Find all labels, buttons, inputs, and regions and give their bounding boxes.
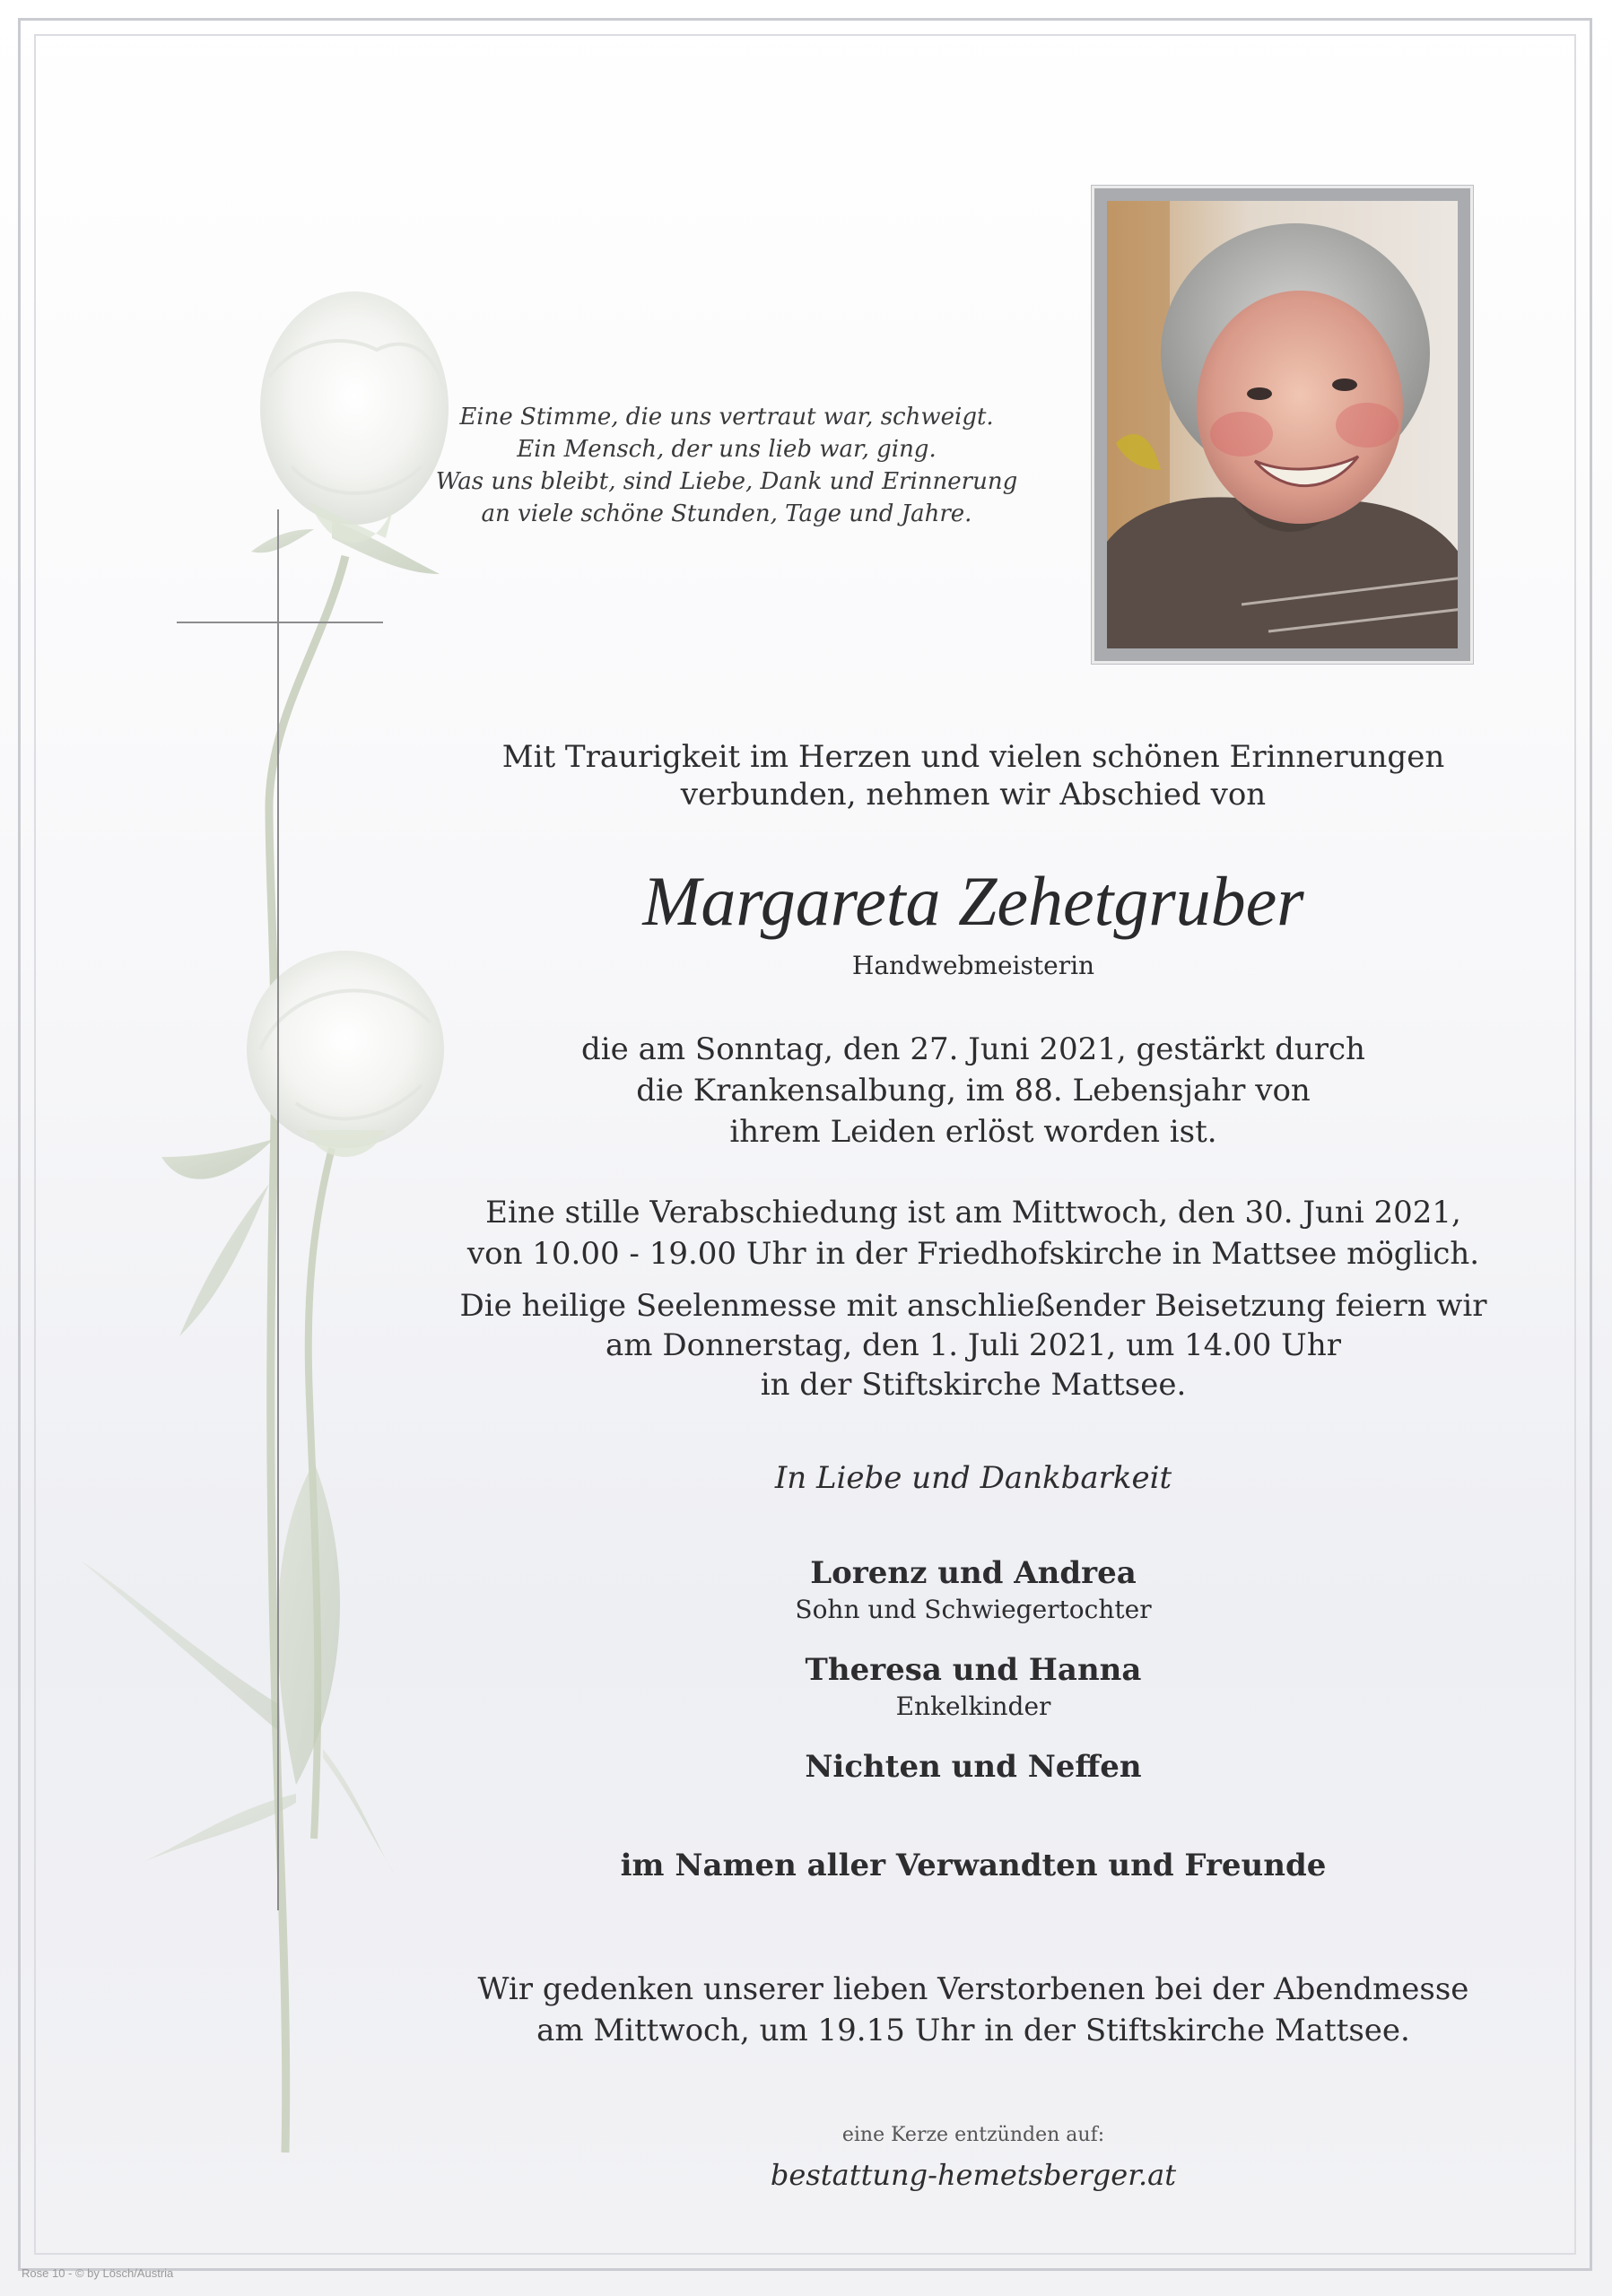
mourner-relation-1: Sohn und Schwiegertochter — [795, 1595, 1152, 1624]
closing-phrase: In Liebe und Dankbarkeit — [774, 1460, 1172, 1496]
mourner-relation-2: Enkelkinder — [895, 1692, 1051, 1721]
intro-line-1: Mit Traurigkeit im Herzen und vielen schönen Erinnerungen — [501, 739, 1445, 775]
candle-website-link[interactable]: bestattung-hemetsberger.at — [770, 2158, 1177, 2192]
memorial-line-2: am Mittwoch, um 19.15 Uhr in der Stiftskirche Mattsee. — [536, 2013, 1410, 2048]
on-behalf-line: im Namen aller Verwandten und Freunde — [620, 1848, 1327, 1883]
mass-line-1: Die heilige Seelenmesse mit anschließender Beisetzung feiern wir — [459, 1288, 1487, 1324]
white-roses-illustration — [0, 0, 502, 2296]
death-notice-line-2: die Krankensalbung, im 88. Lebensjahr von — [636, 1073, 1311, 1109]
farewell-line-2: von 10.00 - 19.00 Uhr in der Friedhofskirche in Mattsee möglich. — [466, 1236, 1480, 1272]
quote-line-4: an viele schöne Stunden, Tage und Jahre. — [481, 500, 972, 527]
mass-line-3: in der Stiftskirche Mattsee. — [760, 1367, 1187, 1403]
deceased-profession: Handwebmeisterin — [851, 951, 1095, 980]
quote-line-1: Eine Stimme, die uns vertraut war, schweigt. — [459, 404, 994, 430]
portrait-image — [1107, 201, 1458, 648]
mourner-name-1: Lorenz und Andrea — [810, 1555, 1137, 1591]
mourner-name-3: Nichten und Neffen — [805, 1749, 1142, 1785]
mourner-name-2: Theresa und Hanna — [805, 1652, 1142, 1688]
portrait-frame — [1092, 186, 1473, 664]
deceased-name: Margareta Zehetgruber — [642, 862, 1304, 940]
death-notice-line-1: die am Sonntag, den 27. Juni 2021, gestärkt durch — [581, 1031, 1365, 1067]
farewell-line-1: Eine stille Verabschiedung ist am Mittwoch, den 30. Juni 2021, — [485, 1195, 1461, 1231]
death-notice-line-3: ihrem Leiden erlöst worden ist. — [729, 1114, 1217, 1150]
candle-label: eine Kerze entzünden auf: — [841, 2124, 1105, 2146]
quote-line-2: Ein Mensch, der uns lieb war, ging. — [517, 436, 937, 463]
memorial-line-1: Wir gedenken unserer lieben Verstorbenen bei der Abendmesse — [477, 1971, 1469, 2007]
portrait-photo — [1107, 201, 1458, 648]
mass-line-2: am Donnerstag, den 1. Juli 2021, um 14.00 Uhr — [606, 1327, 1341, 1363]
image-credit: Rose 10 - © by Lösch/Austria — [22, 2266, 174, 2280]
intro-line-2: verbunden, nehmen wir Abschied von — [680, 777, 1267, 813]
quote-line-3: Was uns bleibt, sind Liebe, Dank und Erinnerung — [435, 468, 1018, 495]
